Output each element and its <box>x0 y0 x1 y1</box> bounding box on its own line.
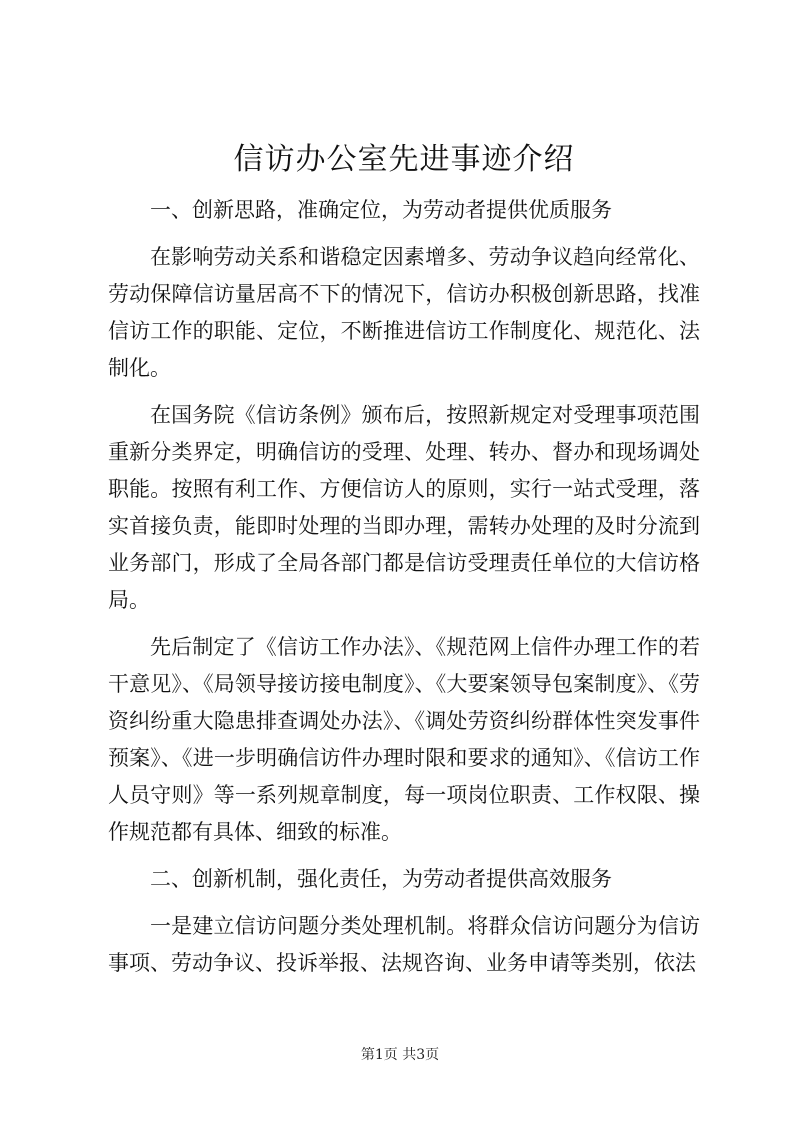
section-heading-1: 一、创新思路，准确定位，为劳动者提供优质服务 <box>150 198 612 222</box>
document-title: 信访办公室先进事迹介绍 <box>233 142 575 177</box>
body-paragraph-1: 在影响劳动关系和谐稳定因素增多、劳动争议趋向经常化、劳动保障信访量居高不下的情况下，信访办积极创新思路，找准信访工作的职能、定位，不断推进信访工作制度化、规范化、法制化。 <box>108 245 700 380</box>
body-paragraph-4: 一是建立信访问题分类处理机制。将群众信访问题分为信访事项、劳动争议、投诉举报、法规咨询、业务申请等类别，依法 <box>108 914 700 975</box>
body-paragraph-2: 在国务院《信访条例》颁布后，按照新规定对受理事项范围重新分类界定，明确信访的受理、处理、转办、督办和现场调处职能。按照有利工作、方便信访人的原则，实行一站式受理，落实首接负责，能即时处理的当即办理，需转办处理的及时分流到业务部门，形成了全局各部门都是信访受理责任单位的大信访格局。 <box>108 403 700 612</box>
body-paragraph-3: 先后制定了《信访工作办法》、《规范网上信件办理工作的若干意见》、《局领导接访接电制度》、《大要案领导包案制度》、《劳资纠纷重大隐患排查调处办法》、《调处劳资纠纷群体性突发事件预案》、《进一步明确信访件办理时限和要求的通知》、《信访工作人员守则》等一系列规章制度，每一项岗位职责、工作权限、操作规范都有具体、细致的标准。 <box>108 635 700 844</box>
page-number-footer: 第1页 共3页 <box>360 1047 440 1063</box>
section-heading-2: 二、创新机制，强化责任，为劳动者提供高效服务 <box>150 867 612 891</box>
document-page <box>108 138 700 992</box>
